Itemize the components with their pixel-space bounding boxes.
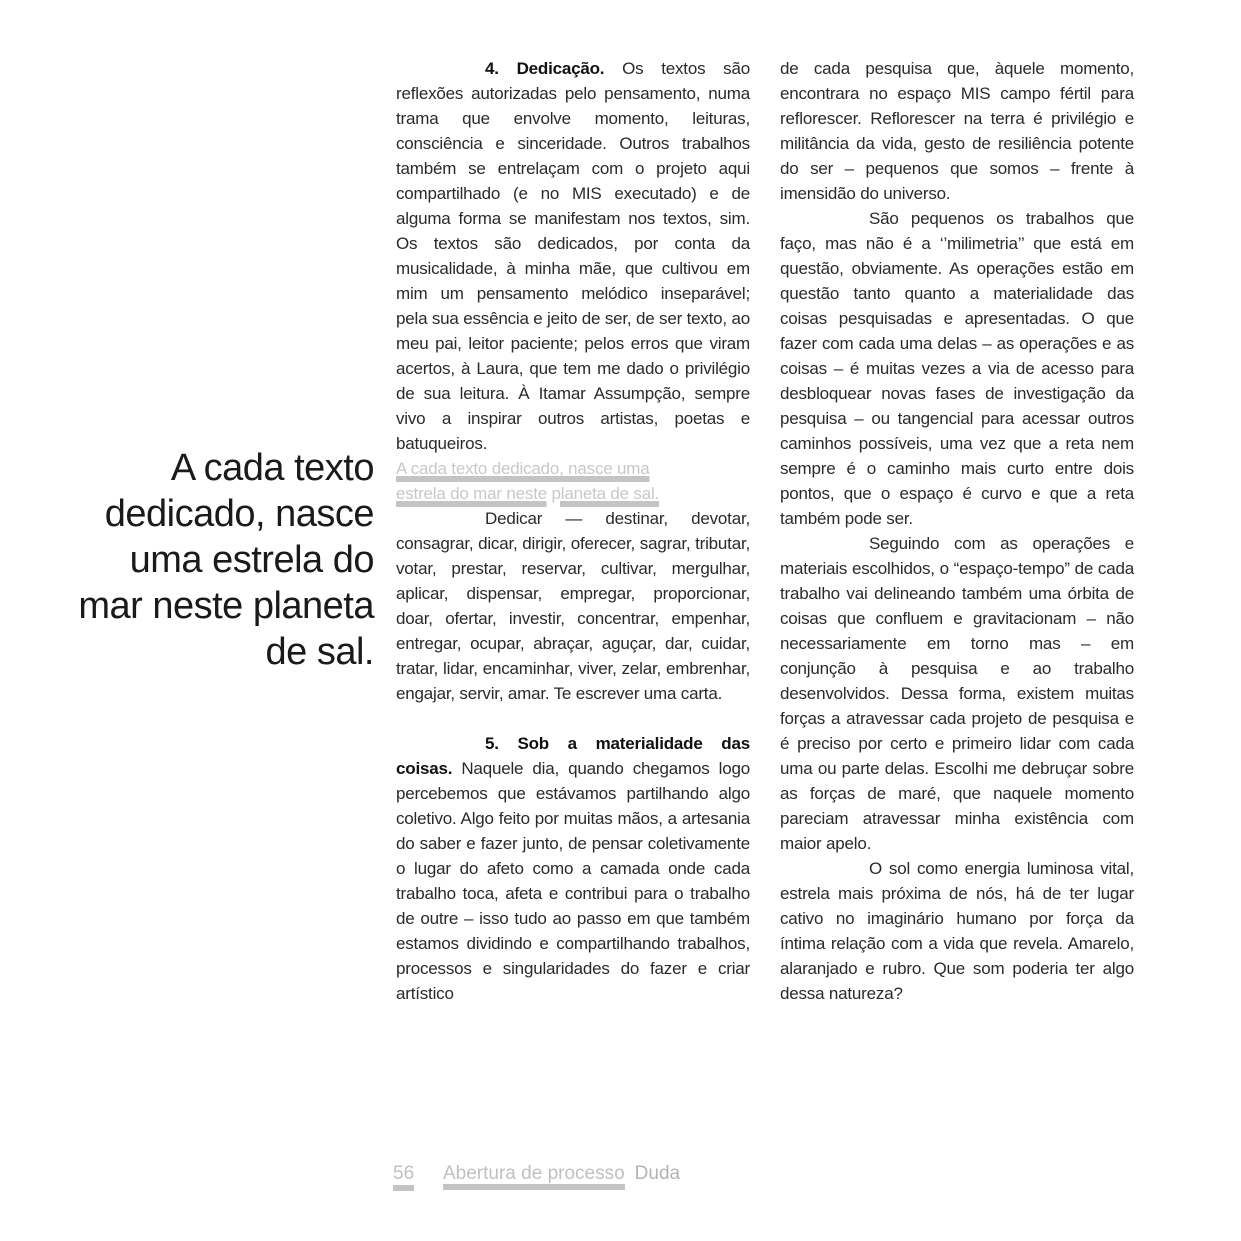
section-5-paragraph bbox=[396, 731, 750, 1006]
paragraph-spacer bbox=[396, 706, 750, 731]
running-author: Duda bbox=[634, 1163, 681, 1184]
body-paragraph: O sol como energia luminosa vital, estrela mais próxima de nós, há de ter lugar cativo no imaginário humano por força da íntima relação com a vida que revela. Amarelo, alaranjado e rubro. Que som poderia ter algo dessa natureza? bbox=[780, 859, 1134, 1003]
ghost-quote bbox=[396, 456, 750, 506]
body-paragraph: Seguindo com as operações e materiais escolhidos, o “espaço-tempo” de cada trabalho vai delineando também uma órbita de coisas que confluem e gravitacionam – não necessariamente em torno mas – em conjunção à pesquisa e ao trabalho desenvolvidos. Dessa forma, existem muitas forças a atravessar cada projeto de pesquisa e é preciso por certo e primeiro lidar com cada uma ou parte delas. Escolhi me debruçar sobre as forças de maré, que naquele momento pareciam atravessar minha existência com maior apelo. bbox=[780, 534, 1134, 853]
section-5-text: Naquele dia, quando chegamos logo percebemos que estávamos partilhando algo coletivo. Algo feito por muitas mãos, a artesania do saber e fazer junto, de pensar coletivamente o lugar do afeto como a camada onde cada trabalho toca, afeta e contribui para o trabalho de outre – isso tudo ao passo em que também estamos dividindo e compartilhando trabalhos, processos e singularidades do fazer e criar artístico bbox=[396, 759, 750, 1003]
section-4-paragraph bbox=[396, 56, 750, 456]
page-number: 56 bbox=[393, 1163, 414, 1191]
pull-quote-line: de sal. bbox=[265, 631, 374, 673]
body-paragraph: de cada pesquisa que, àquele momento, encontrara no espaço MIS campo fértil para reflorescer. Reflorescer na terra é privilégio e militância da vida, gesto de resiliência potente do ser – pequenos que somos – frente à imensidão do universo. bbox=[780, 59, 1134, 203]
running-title-text: Abertura de processo bbox=[443, 1163, 625, 1190]
dedicar-paragraph: Dedicar — destinar, devotar, consagrar, dicar, dirigir, oferecer, sagrar, tributar, votar, prestar, reservar, cultivar, mergulhar, aplicar, dispensar, empregar, proporcionar, doar, ofertar, investir, concentrar, empenhar, entregar, ocupar, abraçar, aguçar, dar, cuidar, tratar, lidar, encaminhar, viver, zelar, embrenhar, engajar, servir, amar. Te escrever uma carta. bbox=[396, 509, 750, 703]
pull-quote-line: mar neste planeta bbox=[78, 585, 374, 627]
text-column-right bbox=[780, 56, 1134, 1006]
body-paragraph: São pequenos os trabalhos que faço, mas não é a ‘’milimetria’’ que está em questão, obviamente. As operações estão em questão tanto quanto a materialidade das coisas pesquisadas e apresentadas. O que fazer com cada uma delas – as operações e as coisas – é muitas vezes a via de acesso para desbloquear novas fases de investigação da pesquisa – ou tangencial para acessar outros caminhos possíveis, uma vez que a reta nem sempre é o caminho mais curto entre dois pontos, que o espaço é curvo e que a reta também pode ser. bbox=[780, 209, 1134, 528]
section-5-heading: 5. Sob a materialidade das coisas. bbox=[396, 734, 750, 778]
ghost-quote-line: A cada texto dedicado, nasce uma bbox=[396, 459, 650, 478]
pull-quote-line: A cada texto bbox=[170, 447, 374, 489]
text-column-left bbox=[396, 56, 750, 1006]
pull-quote-line: dedicado, nasce bbox=[104, 493, 374, 535]
ghost-quote-line: estrela do mar neste planeta de sal. bbox=[396, 484, 660, 503]
section-4-text: Os textos são reflexões autorizadas pelo pensamento, numa trama que envolve momento, leituras, consciência e sinceridade. Outros trabalhos também se entrelaçam com o projeto aqui compartilhado (e no MIS executado) e de alguma forma se manifestam nos textos, sim. Os textos são dedicados, por conta da musicalidade, à minha mãe, que cultivou em mim um pensamento melódico inseparável; pela sua essência e jeito de ser, de ser texto, ao meu pai, leitor paciente; pelos erros que viram acertos, à Laura, que tem me dado o privilégio de sua leitura. À Itamar Assumpção, sempre vivo a inspirar outros artistas, poetas e batuqueiros. bbox=[396, 59, 750, 453]
running-title bbox=[443, 1163, 680, 1185]
pull-quote bbox=[40, 445, 374, 675]
section-4-heading: 4. Dedicação. bbox=[485, 59, 605, 78]
pull-quote-line: uma estrela do bbox=[129, 539, 374, 581]
